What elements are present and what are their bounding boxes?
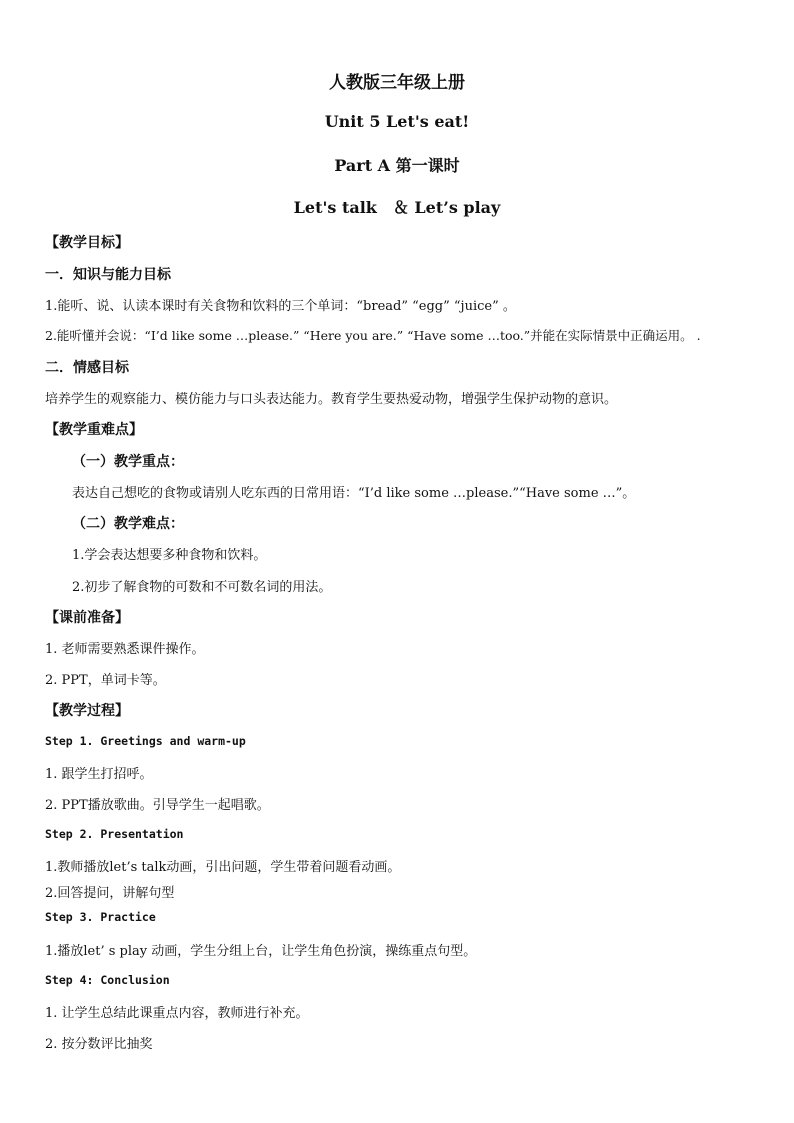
keypoints-text3: 2.初步了解食物的可数和不可数名词的用法。 <box>72 580 332 595</box>
keypoints-sub2: （二）教学难点： <box>72 516 184 532</box>
keypoints-text1: 表达自己想吃的食物或请别人吃东西的日常用语：“I’d like some …please.”“Have some …”。 <box>72 486 636 501</box>
unit-title: Unit 5 Let's eat! <box>324 112 470 131</box>
step2-heading: Step 2. Presentation <box>45 827 184 841</box>
process-heading: 【教学过程】 <box>45 703 129 719</box>
part-title: Part A 第一课时 <box>334 156 460 175</box>
document-title: 人教版三年级上册 <box>329 73 465 93</box>
step3-item1: 1.播放let’ s play 动画，学生分组上台，让学生角色扮演，操练重点句型。 <box>45 944 477 959</box>
step1-item1: 1. 跟学生打招呼。 <box>45 767 153 782</box>
preparation-heading: 【课前准备】 <box>45 610 129 626</box>
step1-item2: 2. PPT播放歌曲。引导学生一起唱歌。 <box>45 798 270 813</box>
step4-item1: 1. 让学生总结此课重点内容，教师进行补充。 <box>45 1006 309 1021</box>
step4-item2: 2. 按分数评比抽奖 <box>45 1037 153 1052</box>
objectives-sub1: 一．知识与能力目标 <box>45 267 171 283</box>
objectives-heading: 【教学目标】 <box>45 235 129 251</box>
objectives-item2: 2.能听懂并会说：“I’d like some …please.” “Here you are.” “Have some …too.”并能在实际情景中正确运用。 . <box>45 328 701 343</box>
keypoints-heading: 【教学重难点】 <box>45 422 143 438</box>
step2-item2: 2.回答提问，讲解句型 <box>45 886 175 901</box>
step1-heading: Step 1. Greetings and warm-up <box>45 734 246 748</box>
preparation-item1: 1. 老师需要熟悉课件操作。 <box>45 642 205 657</box>
keypoints-text2: 1.学会表达想要多种食物和饮料。 <box>72 548 267 563</box>
step3-heading: Step 3. Practice <box>45 910 156 924</box>
objectives-item3: 培养学生的观察能力、模仿能力与口头表达能力。教育学生要热爱动物，增强学生保护动物的意识。 <box>45 392 618 407</box>
step2-item1: 1.教师播放let’s talk动画，引出问题，学生带着问题看动画。 <box>45 860 401 875</box>
keypoints-sub1: （一）教学重点： <box>72 454 184 470</box>
step4-heading: Step 4: Conclusion <box>45 973 170 987</box>
objectives-sub2: 二．情感目标 <box>45 360 129 376</box>
preparation-item2: 2. PPT，单词卡等。 <box>45 673 166 688</box>
lesson-title: Let's talk ＆ Let’s play <box>293 198 501 217</box>
objectives-item1: 1.能听、说、认读本课时有关食物和饮料的三个单词：“bread” “egg” “juice” 。 <box>45 299 516 314</box>
